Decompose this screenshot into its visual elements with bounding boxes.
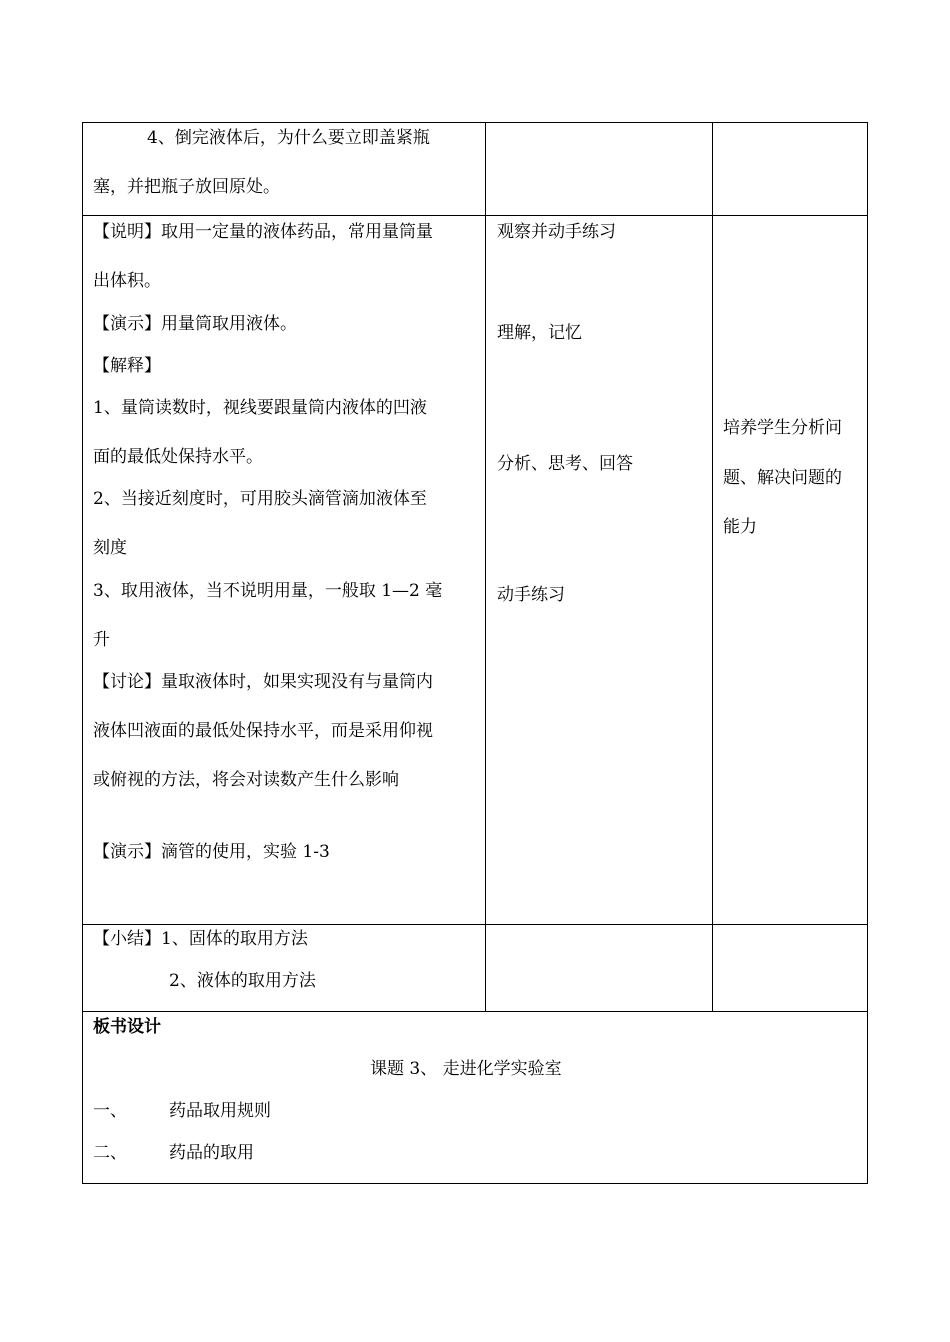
- column-divider: [485, 123, 486, 1011]
- design-intent: 培养学生分析问: [723, 418, 842, 438]
- summary-line: 2、液体的取用方法: [169, 971, 316, 991]
- question-line: 4、倒完液体后，为什么要立即盖紧瓶: [147, 128, 430, 148]
- student-activity: 分析、思考、回答: [497, 454, 633, 474]
- content-line: 【讨论】量取液体时，如果实现没有与量筒内: [93, 672, 433, 692]
- content-line: 升: [93, 630, 110, 650]
- summary-line: 【小结】1、固体的取用方法: [93, 929, 308, 949]
- board-item-number: 一、: [93, 1101, 127, 1121]
- lesson-table: [82, 122, 868, 1184]
- row-divider: [83, 924, 867, 925]
- student-activity: 观察并动手练习: [497, 222, 616, 242]
- row-divider: [83, 215, 867, 216]
- board-item-text: 药品的取用: [169, 1143, 254, 1163]
- board-title: 课题 3、 走进化学实验室: [370, 1059, 562, 1079]
- board-heading: 板书设计: [93, 1017, 161, 1037]
- content-line: 3、取用液体，当不说明用量，一般取 1—2 毫: [93, 581, 443, 601]
- design-intent: 题、解决问题的: [723, 468, 842, 488]
- content-line: 或俯视的方法，将会对读数产生什么影响: [93, 770, 399, 790]
- content-line: 【解释】: [93, 356, 161, 376]
- content-line: 液体凹液面的最低处保持水平，而是采用仰视: [93, 721, 433, 741]
- content-line: 1、量筒读数时，视线要跟量筒内液体的凹液: [93, 398, 427, 418]
- board-item-number: 二、: [93, 1143, 127, 1163]
- column-divider: [712, 123, 713, 1011]
- question-line: 塞，并把瓶子放回原处。: [93, 177, 280, 197]
- content-line: 【演示】用量筒取用液体。: [93, 314, 297, 334]
- row-divider: [83, 1011, 867, 1012]
- content-line: 面的最低处保持水平。: [93, 447, 263, 467]
- content-line: 【说明】取用一定量的液体药品，常用量筒量: [93, 222, 433, 242]
- content-line: 刻度: [93, 538, 127, 558]
- student-activity: 理解，记忆: [497, 323, 582, 343]
- content-line: 出体积。: [93, 271, 161, 291]
- student-activity: 动手练习: [497, 585, 565, 605]
- board-item-text: 药品取用规则: [169, 1101, 271, 1121]
- content-line: 【演示】滴管的使用，实验 1-3: [93, 842, 330, 862]
- design-intent: 能力: [723, 517, 757, 537]
- content-line: 2、当接近刻度时，可用胶头滴管滴加液体至: [93, 489, 427, 509]
